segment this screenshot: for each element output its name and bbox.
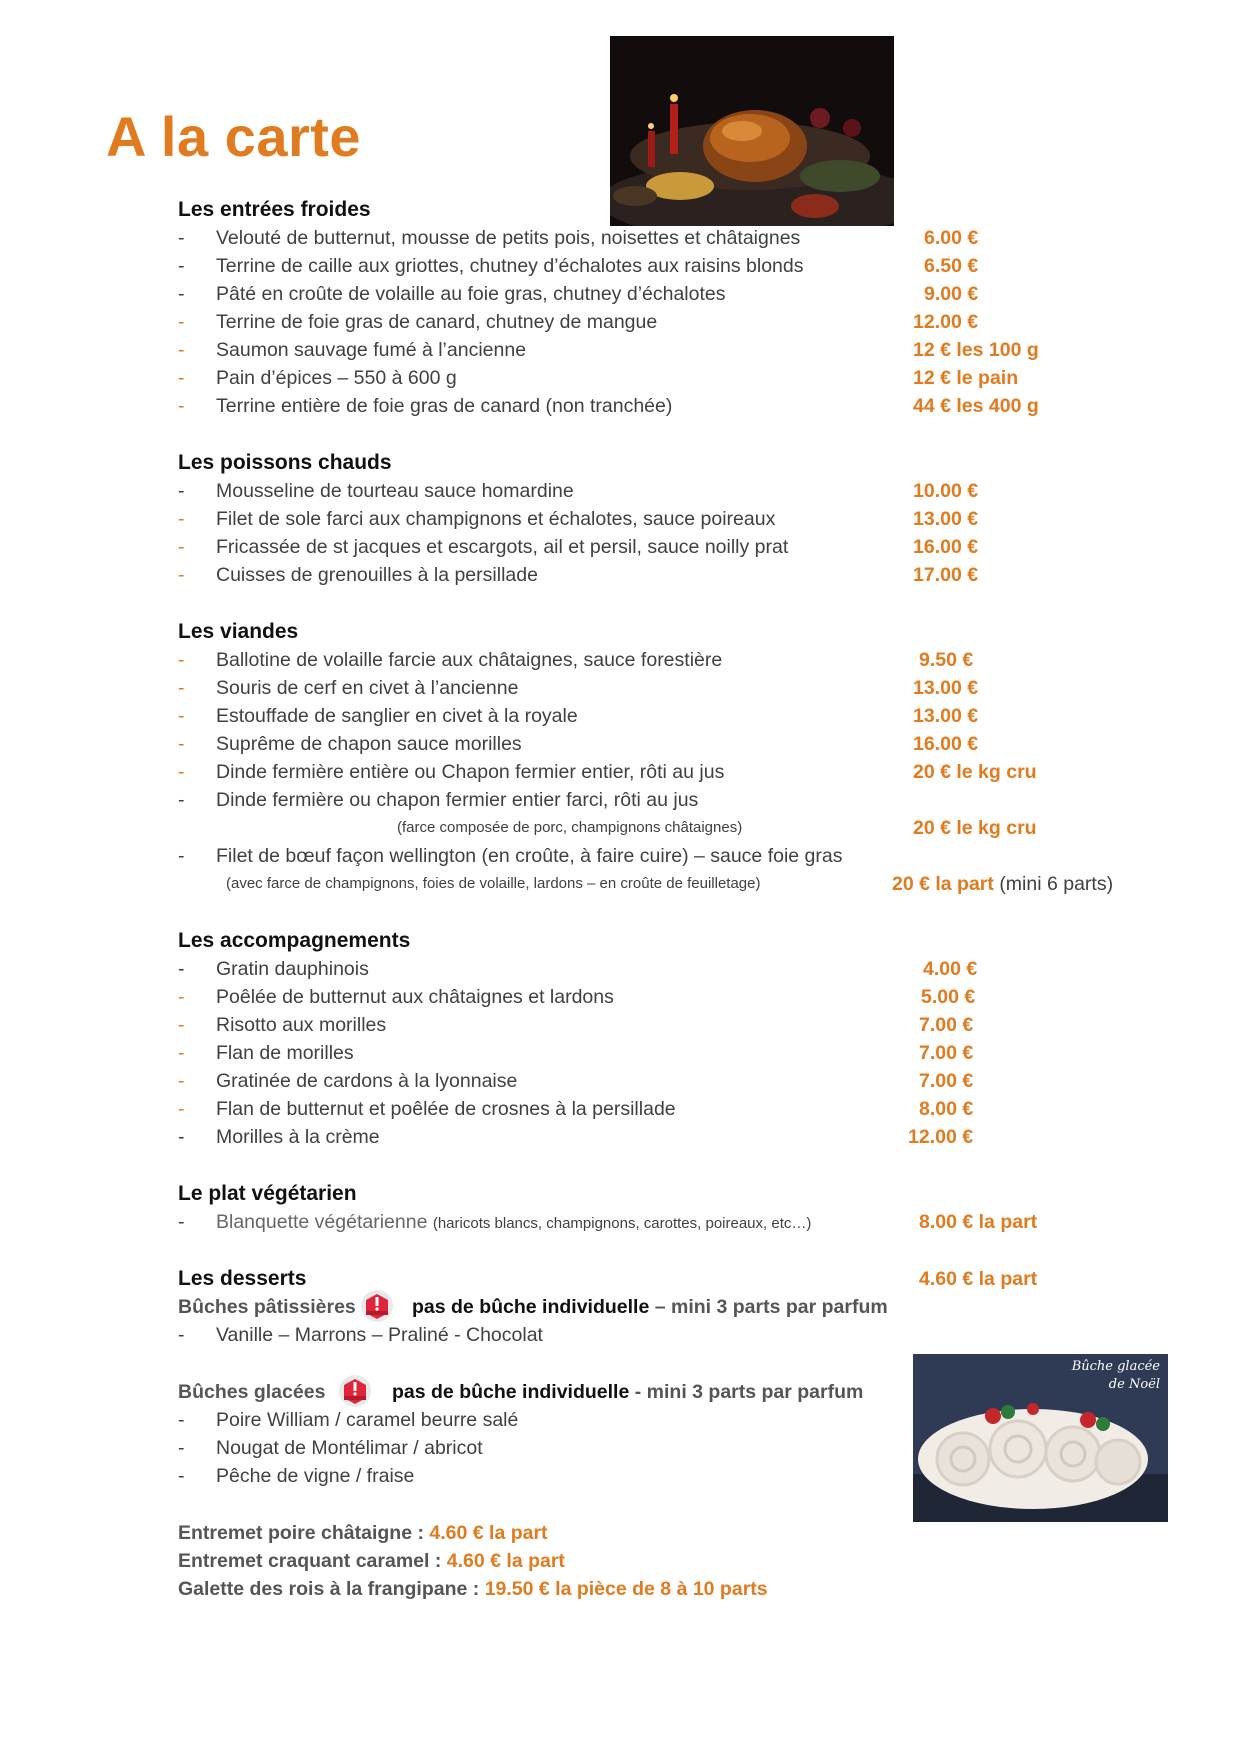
section-title-entrees: Les entrées froides (178, 198, 371, 221)
menu-item (178, 392, 1138, 420)
item-dash: - (178, 677, 185, 699)
item-price: 8.00 € la part (919, 1211, 1038, 1233)
important-badge-icon (338, 1374, 372, 1408)
extra-price: 4.60 € la part (446, 1550, 565, 1572)
important-badge-icon (360, 1289, 394, 1323)
item-price: 7.00 € (919, 1014, 974, 1036)
item-price: 8.00 € (919, 1098, 974, 1120)
item-price: 7.00 € (919, 1042, 974, 1064)
item-label: Gratin dauphinois (216, 958, 369, 980)
extra-item (178, 1575, 1138, 1603)
item-dash: - (178, 1409, 185, 1431)
page-title: A la carte (106, 105, 362, 168)
item-price: 10.00 € (913, 480, 979, 502)
item-dash: - (178, 536, 185, 558)
item-dash: - (178, 1098, 185, 1120)
section-title-desserts: Les desserts (178, 1267, 307, 1290)
buches-patissieres-note (412, 1293, 888, 1321)
menu-item (178, 1095, 1138, 1123)
item-price: 9.00 € (924, 283, 979, 305)
item-label: Risotto aux morilles (216, 1014, 387, 1036)
item-price: 13.00 € (913, 677, 979, 699)
item-dash: - (178, 705, 185, 727)
menu-item (178, 364, 1138, 392)
menu-item (178, 533, 1138, 561)
menu-item (178, 702, 1138, 730)
menu-item (178, 336, 1138, 364)
menu-item (178, 842, 1138, 870)
item-label: Terrine entière de foie gras de canard (non tranchée) (216, 395, 673, 417)
menu-item (178, 646, 1138, 674)
item-price: 5.00 € (921, 986, 976, 1008)
item-price (892, 870, 1113, 898)
menu (178, 196, 1138, 1603)
item-label: Flan de butternut et poêlée de crosnes à la persillade (216, 1098, 676, 1120)
item-price: 44 € les 400 g (913, 395, 1039, 417)
extra-item (178, 1519, 1138, 1547)
menu-item (178, 1123, 1138, 1151)
menu-item (178, 252, 1138, 280)
item-label: Filet de bœuf façon wellington (en croûte, à faire cuire) – sauce foie gras (216, 845, 843, 867)
item-label: Ballotine de volaille farcie aux châtaignes, sauce forestière (216, 649, 723, 671)
item-price: 12.00 € (913, 311, 979, 333)
item-price-value: 20 € la part (892, 873, 994, 895)
menu-item (178, 955, 1138, 983)
section-title-accompagnements: Les accompagnements (178, 929, 411, 952)
item-price: 20 € le kg cru (913, 817, 1037, 839)
item-label-detail: (haricots blancs, champignons, carottes, poireaux, etc…) (432, 1215, 812, 1232)
menu-item (178, 280, 1138, 308)
extra-price: 19.50 € la pièce de 8 à 10 parts (484, 1578, 768, 1600)
section-title-vegetarien: Le plat végétarien (178, 1182, 357, 1205)
item-price: 12 € le pain (913, 367, 1019, 389)
item-label-text: Blanquette végétarienne (216, 1211, 428, 1233)
item-dash: - (178, 1126, 185, 1148)
item-label: Dinde fermière ou chapon fermier entier farci, rôti au jus (216, 789, 699, 811)
item-price: 7.00 € (919, 1070, 974, 1092)
menu-item (178, 308, 1138, 336)
menu-item (178, 983, 1138, 1011)
menu-item (178, 870, 1138, 898)
menu-item (178, 224, 1138, 252)
item-price: 17.00 € (913, 564, 979, 586)
buche-caption-line2: de Noël (1108, 1377, 1160, 1392)
item-price-note: (mini 6 parts) (999, 873, 1114, 895)
menu-item (178, 1067, 1138, 1095)
item-price: 4.00 € (923, 958, 978, 980)
note-grey: – mini 3 parts par parfum (654, 1296, 888, 1318)
note-grey: - mini 3 parts par parfum (634, 1381, 864, 1403)
item-dash: - (178, 283, 185, 305)
extra-label: Entremet craquant caramel : (178, 1550, 447, 1572)
item-label: Vanille – Marrons – Praliné - Chocolat (216, 1324, 543, 1346)
menu-item (178, 786, 1138, 814)
menu-item (178, 674, 1138, 702)
menu-item (178, 1462, 1138, 1490)
item-price: 12.00 € (908, 1126, 974, 1148)
desserts-header (178, 1265, 1138, 1293)
section-title-viandes: Les viandes (178, 620, 299, 643)
item-dash: - (178, 958, 185, 980)
note-dark: pas de bûche individuelle (412, 1296, 650, 1318)
item-dash: - (178, 789, 185, 811)
menu-item (178, 1039, 1138, 1067)
menu-item (178, 814, 1138, 842)
item-dash: - (178, 761, 185, 783)
item-dash: - (178, 1042, 185, 1064)
item-label (216, 1208, 811, 1238)
item-dash: - (178, 1014, 185, 1036)
item-dash: - (178, 1324, 185, 1346)
extra-label: Entremet poire châtaigne : (178, 1522, 430, 1544)
item-label: Terrine de caille aux griottes, chutney d’échalotes aux raisins blonds (216, 255, 804, 277)
extra-price: 4.60 € la part (429, 1522, 548, 1544)
item-label: Souris de cerf en civet à l’ancienne (216, 677, 519, 699)
item-dash: - (178, 986, 185, 1008)
section-title-poissons: Les poissons chauds (178, 451, 392, 474)
item-label: Poêlée de butternut aux châtaignes et lardons (216, 986, 614, 1008)
item-price: 12 € les 100 g (913, 339, 1039, 361)
item-label: Flan de morilles (216, 1042, 354, 1064)
item-dash: - (178, 1437, 185, 1459)
menu-item (178, 1434, 1138, 1462)
buches-glacees-note (392, 1378, 863, 1406)
item-label: Morilles à la crème (216, 1126, 380, 1148)
item-label: Pêche de vigne / fraise (216, 1465, 415, 1487)
item-dash: - (178, 395, 185, 417)
item-price: 16.00 € (913, 733, 979, 755)
item-price: 13.00 € (913, 508, 979, 530)
menu-item (178, 1208, 1138, 1236)
extra-label: Galette des rois à la frangipane : (178, 1578, 485, 1600)
item-dash: - (178, 1070, 185, 1092)
item-label: Pâté en croûte de volaille au foie gras, chutney d’échalotes (216, 283, 726, 305)
item-label: Velouté de butternut, mousse de petits pois, noisettes et châtaignes (216, 227, 801, 249)
item-label: Filet de sole farci aux champignons et échalotes, sauce poireaux (216, 508, 776, 530)
item-dash: - (178, 255, 185, 277)
item-label: Poire William / caramel beurre salé (216, 1409, 519, 1431)
item-label: Mousseline de tourteau sauce homardine (216, 480, 574, 502)
item-price: 16.00 € (913, 536, 979, 558)
item-dash: - (178, 733, 185, 755)
item-dash: - (178, 564, 185, 586)
menu-item (178, 1406, 1138, 1434)
buches-patissieres-label: Bûches pâtissières (178, 1296, 356, 1318)
menu-item (178, 1321, 1138, 1349)
item-dash: - (178, 480, 185, 502)
menu-item (178, 1011, 1138, 1039)
menu-item (178, 561, 1138, 589)
extra-item (178, 1547, 1138, 1575)
item-dash: - (178, 339, 185, 361)
item-detail: (farce composée de porc, champignons châtaignes) (397, 819, 743, 836)
item-dash: - (178, 367, 185, 389)
desserts-price: 4.60 € la part (919, 1268, 1038, 1290)
item-detail: (avec farce de champignons, foies de volaille, lardons – en croûte de feuilletage) (226, 875, 761, 892)
buches-glacees-label: Bûches glacées (178, 1381, 326, 1403)
item-dash: - (178, 311, 185, 333)
menu-item (178, 477, 1138, 505)
item-dash: - (178, 845, 185, 867)
item-price: 6.50 € (924, 255, 979, 277)
menu-item (178, 730, 1138, 758)
item-price: 9.50 € (919, 649, 974, 671)
item-label: Fricassée de st jacques et escargots, ail et persil, sauce noilly prat (216, 536, 789, 558)
menu-item (178, 505, 1138, 533)
item-label: Pain d’épices – 550 à 600 g (216, 367, 457, 389)
item-dash: - (178, 1211, 185, 1233)
buche-caption-line1: Bûche glacée (1071, 1359, 1160, 1374)
item-dash: - (178, 1465, 185, 1487)
item-label: Dinde fermière entière ou Chapon fermier entier, rôti au jus (216, 761, 725, 783)
item-label: Saumon sauvage fumé à l’ancienne (216, 339, 527, 361)
item-dash: - (178, 649, 185, 671)
buches-glacees-header (178, 1378, 1138, 1406)
item-dash: - (178, 227, 185, 249)
item-dash: - (178, 508, 185, 530)
item-price: 13.00 € (913, 705, 979, 727)
item-label: Gratinée de cardons à la lyonnaise (216, 1070, 518, 1092)
item-price: 20 € le kg cru (913, 761, 1037, 783)
buches-patissieres-header (178, 1293, 1138, 1321)
item-label: Terrine de foie gras de canard, chutney de mangue (216, 311, 658, 333)
menu-item (178, 758, 1138, 786)
item-label: Suprême de chapon sauce morilles (216, 733, 522, 755)
item-label: Nougat de Montélimar / abricot (216, 1437, 483, 1459)
item-price: 6.00 € (924, 227, 979, 249)
item-label: Cuisses de grenouilles à la persillade (216, 564, 538, 586)
item-label: Estouffade de sanglier en civet à la royale (216, 705, 578, 727)
note-dark: pas de bûche individuelle (392, 1381, 630, 1403)
